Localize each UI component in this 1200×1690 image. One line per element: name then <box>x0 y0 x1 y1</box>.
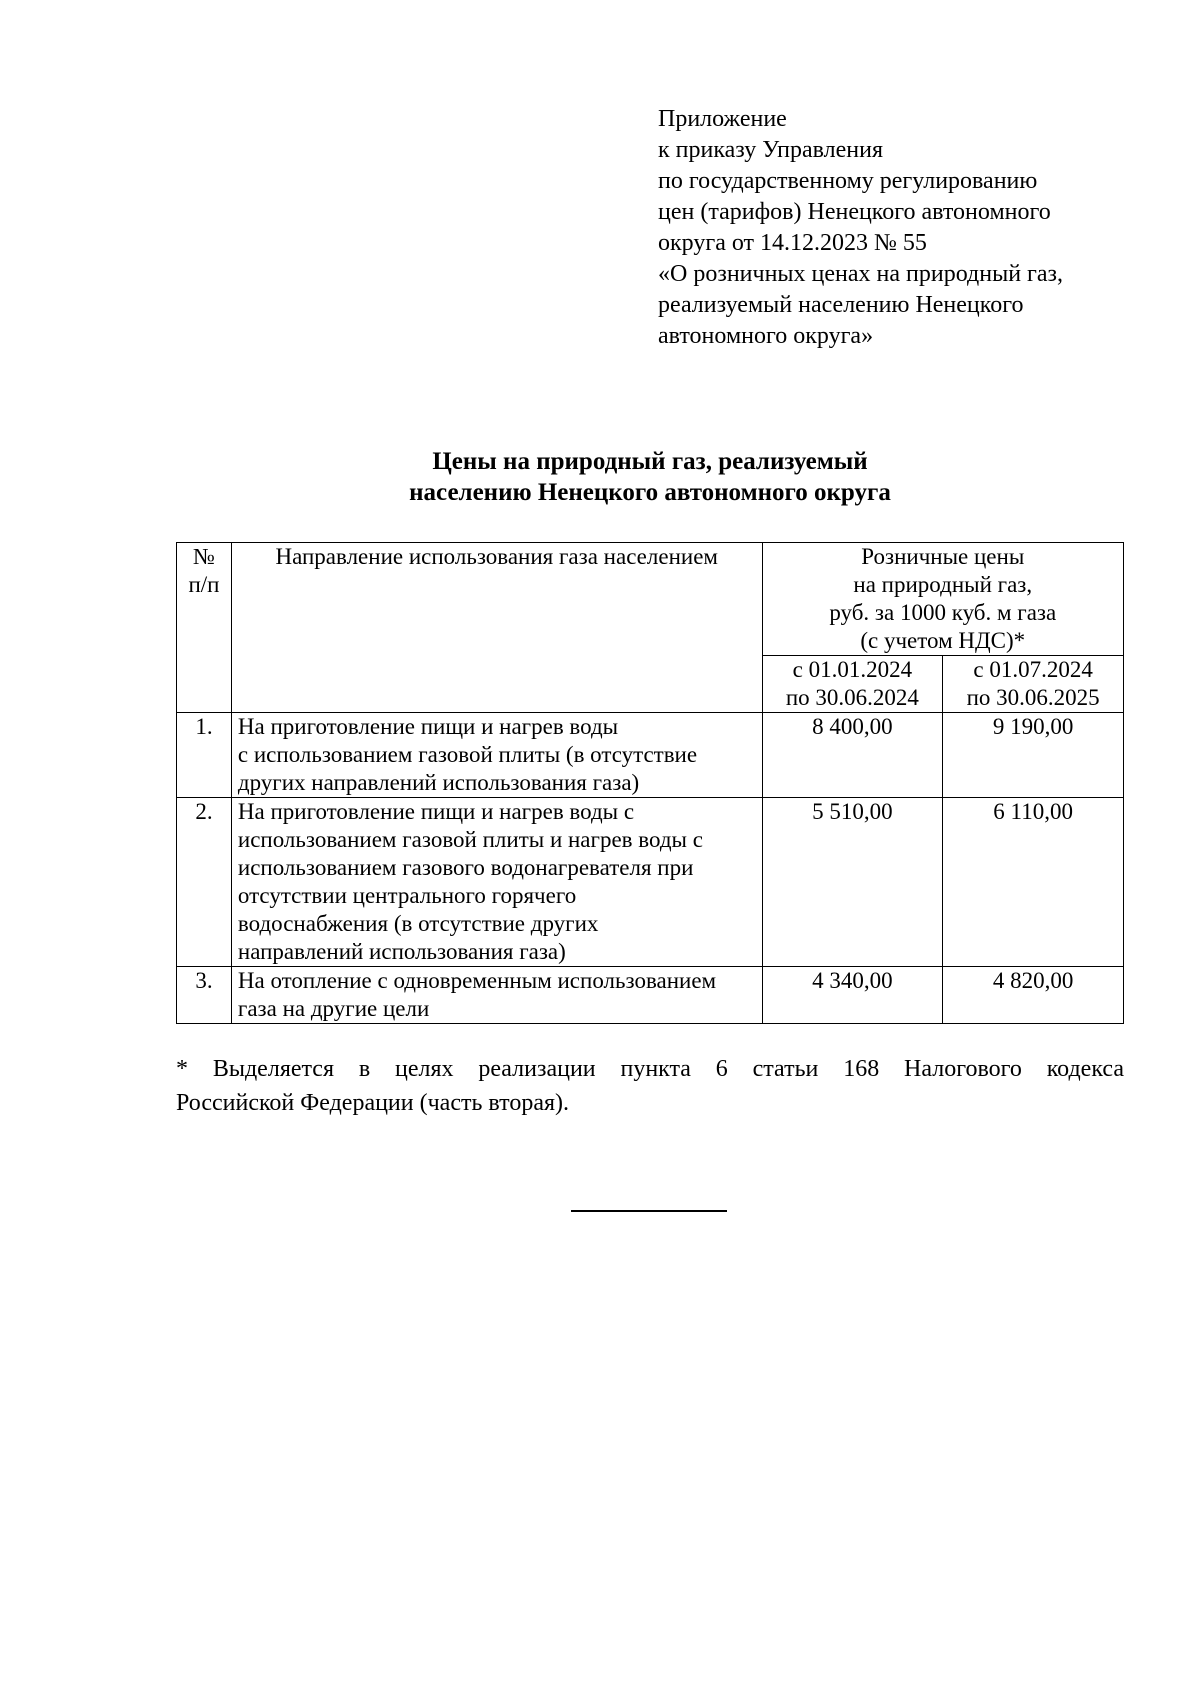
direction-line: На приготовление пищи и нагрев воды с <box>237 799 635 824</box>
header-period-1 <box>762 656 943 713</box>
header-number-line: п/п <box>188 572 220 597</box>
direction-line: использованием газового водонагревателя при <box>237 855 694 880</box>
table-row <box>177 967 1124 1024</box>
header-price-line: руб. за 1000 куб. м газа <box>829 600 1057 625</box>
appendix-line: реализуемый населению Ненецкого <box>658 292 1024 318</box>
row-direction <box>231 967 762 1024</box>
header-number-line: № <box>192 544 215 569</box>
appendix-line: «О розничных ценах на природный газ, <box>658 261 1064 287</box>
direction-line: с использованием газовой плиты (в отсутствие <box>237 742 698 767</box>
footnote-line: Российской Федерации (часть вторая). <box>176 1090 570 1116</box>
footnote-line: * Выделяется в целях реализации пункта 6 статьи 168 Налогового кодекса <box>176 1056 1124 1082</box>
price-period-1: 5 510,00 <box>762 798 943 967</box>
header-price-group <box>762 543 1123 656</box>
direction-line: использованием газовой плиты и нагрев воды с <box>237 827 703 852</box>
appendix-line: к приказу Управления <box>658 137 884 163</box>
title-line: населению Ненецкого автономного округа <box>409 479 891 506</box>
direction-line: отсутствии центрального горячего <box>237 883 577 908</box>
direction-line: На приготовление пищи и нагрев воды <box>237 714 619 739</box>
direction-line: водоснабжения (в отсутствие других <box>237 911 599 936</box>
direction-line: газа на другие цели <box>237 996 430 1021</box>
direction-line: других направлений использования газа) <box>237 770 640 795</box>
row-number: 2. <box>177 798 232 967</box>
period-line: по 30.06.2025 <box>966 685 1100 710</box>
row-number: 1. <box>177 713 232 798</box>
header-direction: Направление использования газа населением <box>231 543 762 713</box>
appendix-line: цен (тарифов) Ненецкого автономного <box>658 199 1051 225</box>
appendix-line: по государственному регулированию <box>658 168 1038 194</box>
price-period-2: 6 110,00 <box>943 798 1124 967</box>
header-period-2 <box>943 656 1124 713</box>
period-line: по 30.06.2024 <box>785 685 919 710</box>
header-price-line: Розничные цены <box>861 544 1025 569</box>
footnote <box>176 1052 1124 1120</box>
appendix-note <box>658 104 1178 352</box>
table-row <box>177 798 1124 967</box>
price-period-2: 9 190,00 <box>943 713 1124 798</box>
title-line: Цены на природный газ, реализуемый <box>432 448 868 475</box>
header-price-line: на природный газ, <box>853 572 1033 597</box>
period-line: с 01.07.2024 <box>973 657 1093 682</box>
header-number <box>177 543 232 713</box>
end-divider <box>571 1210 727 1212</box>
appendix-line: автономного округа» <box>658 323 874 349</box>
price-period-1: 4 340,00 <box>762 967 943 1024</box>
table-header-row <box>177 543 1124 656</box>
price-period-2: 4 820,00 <box>943 967 1124 1024</box>
direction-line: На отопление с одновременным использованием <box>237 968 717 993</box>
appendix-line: Приложение <box>658 106 787 132</box>
price-table <box>176 542 1124 1024</box>
direction-line: направлений использования газа) <box>237 939 566 964</box>
appendix-line: округа от 14.12.2023 № 55 <box>658 230 927 256</box>
table-row <box>177 713 1124 798</box>
header-price-line: (с учетом НДС)* <box>860 628 1026 653</box>
price-period-1: 8 400,00 <box>762 713 943 798</box>
document-title <box>0 446 1200 508</box>
row-direction <box>231 713 762 798</box>
row-number: 3. <box>177 967 232 1024</box>
row-direction <box>231 798 762 967</box>
period-line: с 01.01.2024 <box>792 657 913 682</box>
